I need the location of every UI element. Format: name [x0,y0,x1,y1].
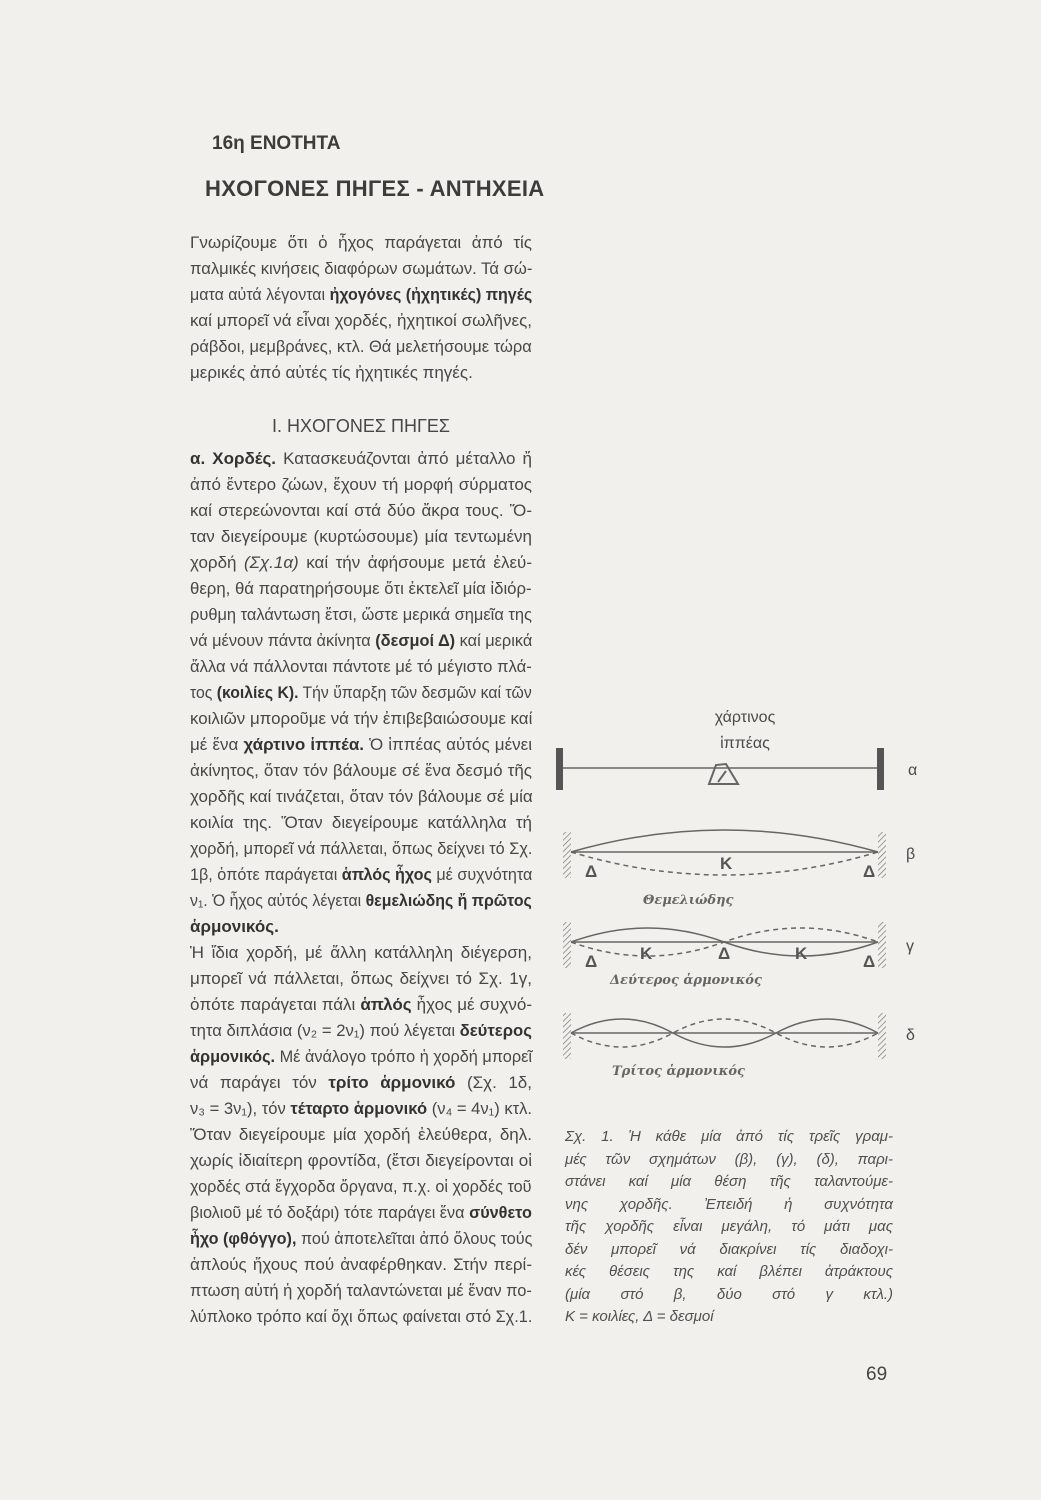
bold-term: τέταρτο ἁρμονικό [290,1099,428,1118]
bold-term: ἦχο (φθόγγο), [190,1229,297,1248]
page-number: 69 [866,1364,888,1385]
bold-term: σύνθετο [469,1203,532,1222]
text-run: Σχ. 1. Ἡ κάθε μία ἀπό τίς τρεῖς γραμ- [565,1128,893,1145]
node-label: Δ [718,944,731,963]
text-line [190,498,532,524]
text-run: στάνει καί μία θέση τῆς ταλαντούμε- [565,1173,893,1190]
text-run: ἦχος μέ συχνό- [411,995,532,1014]
text-line [190,706,533,732]
text-line [190,1148,532,1174]
text-line [190,862,533,888]
text-run: Κατασκευάζονται ἀπό μέταλλο ἤ [276,449,532,468]
text-line [190,966,532,992]
text-run: ὁπότε παράγεται πάλι [190,995,361,1014]
text-run: Ἡ ἴδια χορδή, μέ ἄλλη κατάλληλη διέγερση, [190,943,532,962]
text-run: δέν μπορεῖ νά διακρίνει τίς διαδοχι- [565,1240,893,1258]
caption-fundamental: Θεμελιώδης [643,893,734,908]
text-line [565,1126,893,1149]
text-line [565,1216,893,1239]
bold-term: θεμελιώδης ἤ πρῶτος [365,891,532,910]
text-run: Ὁ ἱππέας αὐτός μένει [364,735,532,754]
text-run: λύπλοκο τρόπο καί ὄχι ὅπως φαίνεται στό Σχ.1. [190,1307,533,1326]
text-run: τητα διπλάσια (ν₂ = 2ν₁) πού λέγεται [190,1021,460,1040]
rider-label-line1: χάρτινος [714,709,776,726]
text-line [190,810,532,836]
wall-right [877,748,884,790]
text-line [190,550,532,576]
text-line [565,1171,893,1194]
text-line [190,1070,532,1096]
text-run: τος [190,683,217,702]
text-run: βιολιοῦ μέ τό δοξάρι) τότε παράγει ἕνα [190,1203,470,1222]
text-run: χορδή [190,553,245,572]
text-run: παλμικές κινήσεις διαφόρων σωμάτων. Τά σώ- [190,259,533,278]
panel-d-string [563,1013,886,1059]
text-line [565,1261,893,1284]
unit-number: 16η ΕΝΟΤΗΤΑ [212,133,341,154]
text-run: χωρίς ἰδιαίτερη φροντίδα, (ἔτσι διεγείρονται οἱ [190,1151,532,1170]
text-run: νης χορδῆς. Ἐπειδή ἡ συχνότητα [565,1195,893,1213]
text-line [190,1252,532,1278]
text-line [190,1018,532,1044]
node-label: Δ [863,862,876,881]
text-run: (ν₄ = 4ν₁) κτλ. [427,1099,533,1118]
bold-term: α. Χορδές. [190,449,277,468]
text-run: ἀπό ἔντερο ζώων, ἔχουν τή μορφή σύρματος [190,475,532,494]
panel-c-string [563,922,886,968]
text-line [190,1122,532,1148]
body-text [190,446,532,1330]
bold-term: χάρτινο ἱππέα. [243,735,364,754]
panel-label-d: δ [906,1027,915,1044]
text-line [190,308,532,334]
text-line [190,1044,532,1070]
bold-term: (κοιλίες Κ). [216,683,299,702]
paragraph [190,940,532,1330]
node-label: Δ [585,952,598,971]
text-run: μές τῶν σχημάτων (β), (γ), (δ), παρι- [565,1150,893,1168]
text-run: Ὅταν διεγείρουμε μία χορδή ἐλεύθερα, δηλ. [190,1125,532,1144]
text-line [190,680,532,706]
section-heading: Ι. ΗΧΟΓΟΝΕΣ ΠΗΓΕΣ [271,416,451,436]
text-line [565,1306,893,1329]
text-line [190,446,532,472]
text-run: Μέ ἀνάλογο τρόπο ἡ χορδή μπορεῖ [275,1047,532,1066]
italic-ref: (Σχ.1α) [244,553,299,572]
paper-rider-icon [709,764,738,784]
text-run: μερικές ἀπό αὐτές τίς ἠχητικές πηγές. [190,363,473,382]
text-run: καί τήν ἀφήσουμε μετά ἐλεύ- [298,553,532,572]
text-line [190,888,532,914]
rider-label-line2: ἱππέας [720,735,770,752]
text-line [190,256,533,282]
text-run: τῆς χορδῆς εἶναι μεγάλη, τό μάτι μας [565,1218,893,1235]
text-line [190,360,532,386]
text-run: καί στερεώνονται καί στά δύο ἄκρα τους. Ὅ- [190,501,532,520]
text-line [190,836,533,862]
bold-term: (δεσμοί Δ) [375,631,456,650]
wall-left [556,748,563,790]
antinode-label: Κ [640,944,653,963]
text-run: (μία στό β, δύο στό γ κτλ.) [565,1285,893,1303]
antinode-label: Κ [795,944,808,963]
text-line [565,1284,893,1307]
text-run: χορδές στά ἔγχορδα ὄργανα, π.χ. οἱ χορδές τοῦ [190,1177,532,1196]
text-run: 1β, ὁπότε παράγεται [190,865,342,884]
text-line [190,914,532,940]
text-run: θερη, θά παρατηρήσουμε ὅτι ἐκτελεῖ μία ἰδιόρ- [190,579,532,598]
text-line [565,1194,893,1217]
text-line [190,1174,532,1200]
text-run: ματα αὐτά λέγονται [190,285,330,304]
text-run: ν₁. Ὁ ἦχος αὐτός λέγεται [190,891,366,910]
bold-term: τρίτο ἁρμονικό [328,1073,456,1092]
text-line [190,1096,533,1122]
text-run: ν₃ = 3ν₁), τόν [190,1099,291,1118]
text-line [190,576,532,602]
intro-paragraph [190,230,532,386]
bold-term: ἁπλός [360,995,412,1014]
text-run: Τήν ὕπαρξη τῶν δεσμῶν καί τῶν [298,683,532,702]
text-run: χορδή, μπορεῖ νά πάλλεται, ὅπως δείχνει τό Σχ. [190,839,533,858]
panel-a-string [556,748,884,790]
text-line [190,1226,533,1252]
text-run: καί μερικά [455,631,533,650]
text-line [190,1304,533,1330]
text-run: κές θέσεις της καί βλέπει ἀτράκτους [565,1263,893,1280]
text-line [190,992,532,1018]
text-run: νά παράγει τόν [190,1073,329,1092]
caption-second-harmonic: Δεύτερος ἁρμονικός [610,973,762,988]
text-line [565,1149,893,1172]
text-line [190,732,532,758]
text-line [190,1278,532,1304]
chapter-title: ΗΧΟΓΟΝΕΣ ΠΗΓΕΣ - ΑΝΤΗΧΕΙΑ [205,176,545,201]
text-run: ράβδοι, μεμβράνες, κτλ. Θά μελετήσουμε τώρα [190,337,532,356]
text-run: πτωση αὐτή ἡ χορδή ταλαντώνεται μέ ἕναν πο- [190,1281,532,1300]
text-run: καί μπορεῖ νά εἶναι χορδές, ἠχητικοί σωλῆνες, [190,311,532,330]
bold-term: ἠχογόνες (ἠχητικές) πηγές [329,285,533,304]
panel-label-c: γ [906,938,914,955]
text-line [190,940,532,966]
node-label: Δ [863,952,876,971]
panel-label-b: β [906,846,916,863]
text-run: πού ἀποτελεῖται ἀπό ὅλους τούς [296,1229,533,1248]
text-line [190,472,532,498]
text-run: χορδῆς καί τινάζεται, ὅταν τόν βάλουμε σέ μία [190,787,533,806]
text-run: μπορεῖ νά πάλλεται, ὅπως δείχνει τό Σχ. 1γ, [190,969,532,988]
text-line [190,334,532,360]
node-label: Δ [585,862,598,881]
text-run: ἁπλούς ἤχους πού ἀναφέρθηκαν. Στήν περί- [190,1255,532,1274]
text-run: (Σχ. 1δ, [455,1073,532,1092]
panel-label-a: α [908,762,918,779]
text-line [190,282,533,308]
antinode-label: Κ [720,854,733,873]
bold-term: ἁρμονικός. [190,917,279,936]
text-run: κοιλία της. Ὅταν διεγείρουμε κατάλληλα τή [190,813,532,832]
text-line [190,654,532,680]
text-line [190,784,532,810]
text-run: Γνωρίζουμε ὅτι ὁ ἦχος παράγεται ἀπό τίς [190,233,532,252]
bold-term: ἁπλός ἦχος [341,865,432,884]
text-run: ρυθμη ταλάντωση ἔτσι, ὥστε μερικά σημεῖα της [190,605,532,624]
text-line [190,628,533,654]
panel-b-string [563,830,886,878]
bold-term: δεύτερος [459,1021,532,1040]
text-run: Κ = κοιλίες, Δ = δεσμοί [565,1308,714,1325]
text-run: μέ συχνότητα [431,865,533,884]
text-line [190,230,532,256]
text-run: μέ ἕνα [190,735,244,754]
text-line [190,758,532,784]
text-run: ἀκίνητος, ὅταν τόν βάλουμε σέ ἕνα δεσμό τῆς [190,761,532,780]
text-run: νά μένουν πάντα ἀκίνητα [190,631,376,650]
text-run: ἄλλα νά πάλλονται πάντοτε μέ τό μέγιστο πλά- [190,657,532,676]
paragraph [190,446,532,940]
figure-caption [565,1126,893,1329]
text-run: ταν διεγείρουμε (κυρτώσουμε) μία τεντωμένη [190,527,532,546]
caption-third-harmonic: Τρίτος ἁρμονικός [612,1064,745,1079]
text-line [565,1239,893,1262]
text-line [190,1200,532,1226]
text-run: κοιλιῶν μποροῦμε νά τήν ἐπιβεβαιώσουμε καί [190,709,533,728]
text-line [190,524,532,550]
bold-term: ἁρμονικός. [190,1047,276,1066]
text-line [190,602,532,628]
